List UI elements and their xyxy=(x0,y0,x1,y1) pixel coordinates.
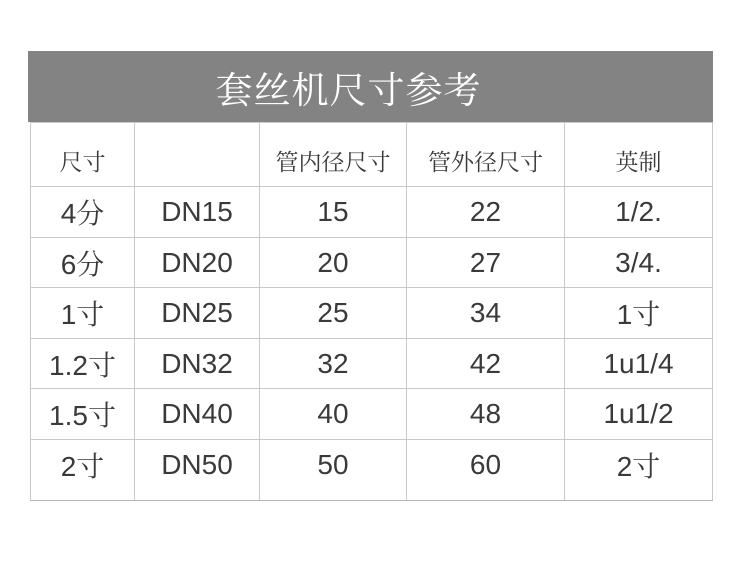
table-row xyxy=(31,339,713,389)
page-title: 套丝机尺寸参考 xyxy=(215,69,482,111)
table-cell: 1.5寸 xyxy=(31,389,135,440)
table-cell: 20 xyxy=(260,238,407,288)
table-cell: 1/2. xyxy=(565,187,713,238)
size-reference-table xyxy=(30,122,713,501)
table-cell: 48 xyxy=(407,389,565,440)
table-header-row xyxy=(31,123,713,187)
table-cell: 2寸 xyxy=(565,440,713,501)
table-cell: 42 xyxy=(407,339,565,389)
table-cell: 1u1/2 xyxy=(565,389,713,440)
column-header-imperial: 英制 xyxy=(565,123,713,187)
table-cell: DN32 xyxy=(135,339,260,389)
table-cell: 25 xyxy=(260,288,407,339)
column-header-size: 尺寸 xyxy=(31,123,135,187)
table-cell: 50 xyxy=(260,440,407,501)
table-cell: 1.2寸 xyxy=(31,339,135,389)
table-cell: DN20 xyxy=(135,238,260,288)
table-cell: 1寸 xyxy=(565,288,713,339)
title-banner xyxy=(28,51,713,122)
table-row xyxy=(31,238,713,288)
table-row xyxy=(31,288,713,339)
table-cell: 32 xyxy=(260,339,407,389)
column-header-dn-blank xyxy=(135,123,260,187)
table-cell: DN15 xyxy=(135,187,260,238)
table-cell: DN25 xyxy=(135,288,260,339)
table-cell: 6分 xyxy=(31,238,135,288)
column-header-inner-diameter: 管内径尺寸 xyxy=(260,123,407,187)
table-cell: 1寸 xyxy=(31,288,135,339)
table-cell: 2寸 xyxy=(31,440,135,501)
table-cell: 40 xyxy=(260,389,407,440)
table-row xyxy=(31,187,713,238)
table-cell: 22 xyxy=(407,187,565,238)
table-cell: 1u1/4 xyxy=(565,339,713,389)
table-cell: DN40 xyxy=(135,389,260,440)
table-row xyxy=(31,389,713,440)
table-cell: 60 xyxy=(407,440,565,501)
table-cell: 27 xyxy=(407,238,565,288)
column-header-outer-diameter: 管外径尺寸 xyxy=(407,123,565,187)
table-cell: DN50 xyxy=(135,440,260,501)
table-cell: 34 xyxy=(407,288,565,339)
table-cell: 3/4. xyxy=(565,238,713,288)
table-cell: 4分 xyxy=(31,187,135,238)
table-row xyxy=(31,440,713,501)
table-cell: 15 xyxy=(260,187,407,238)
